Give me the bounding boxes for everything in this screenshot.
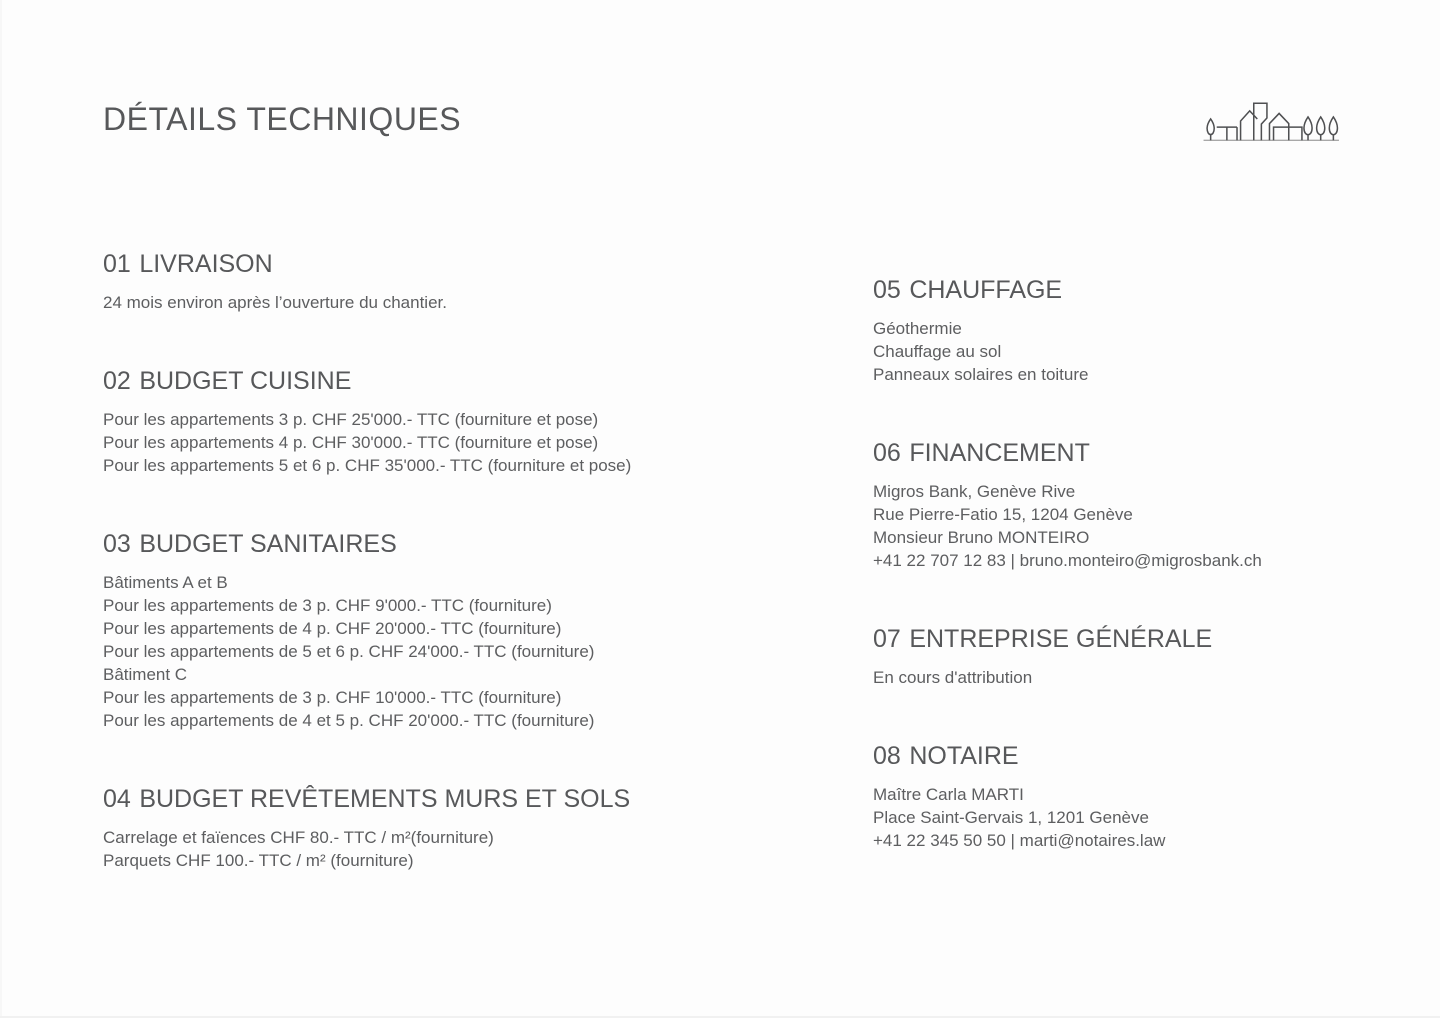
left-column [103, 250, 783, 872]
detail-line: Bâtiment C [103, 665, 188, 684]
section-number: 02 [103, 367, 131, 395]
detail-line: Pour les appartements 3 p. CHF 25'000.- TTC (fourniture et pose) [103, 410, 599, 429]
section-heading [103, 530, 783, 558]
section-number: 07 [873, 625, 901, 653]
section-label: LIVRAISON [139, 250, 273, 278]
section-number: 08 [873, 742, 901, 770]
section-heading [103, 367, 783, 395]
section-number: 01 [103, 250, 131, 278]
detail-line: Panneaux solaires en toiture [873, 365, 1089, 384]
detail-line: Chauffage au sol [873, 342, 1002, 361]
detail-line: +41 22 345 50 50 | marti@notaires.law [873, 831, 1166, 850]
detail-line: Pour les appartements de 4 et 5 p. CHF 20'000.- TTC (fourniture) [103, 711, 595, 730]
section-heading [873, 742, 1373, 770]
detail-line: Pour les appartements 5 et 6 p. CHF 35'000.- TTC (fourniture et pose) [103, 456, 632, 475]
page-title: DÉTAILS TECHNIQUES [103, 101, 462, 137]
detail-line: Géothermie [873, 319, 962, 338]
section-03-budget-sanitaires [103, 530, 783, 732]
section-label: BUDGET SANITAIRES [139, 530, 397, 558]
detail-line: Parquets CHF 100.- TTC / m² (fourniture) [103, 851, 414, 870]
detail-line: Carrelage et faïences CHF 80.- TTC / m²(fourniture) [103, 828, 494, 847]
detail-line: Rue Pierre-Fatio 15, 1204 Genève [873, 505, 1133, 524]
detail-line: Migros Bank, Genève Rive [873, 482, 1076, 501]
detail-line: +41 22 707 12 83 | bruno.monteiro@migrosbank.ch [873, 551, 1262, 570]
section-04-budget-revetements [103, 785, 783, 872]
section-heading [873, 276, 1373, 304]
section-number: 03 [103, 530, 131, 558]
section-08-notaire [873, 742, 1373, 852]
section-label: NOTAIRE [909, 742, 1019, 770]
section-heading [873, 439, 1373, 467]
section-label: BUDGET CUISINE [139, 367, 352, 395]
section-heading [873, 625, 1373, 653]
detail-line: Pour les appartements de 3 p. CHF 9'000.- TTC (fourniture) [103, 596, 552, 615]
detail-line: Pour les appartements 4 p. CHF 30'000.- TTC (fourniture et pose) [103, 433, 599, 452]
detail-line: Pour les appartements de 5 et 6 p. CHF 24'000.- TTC (fourniture) [103, 642, 595, 661]
section-07-entreprise-generale [873, 625, 1373, 689]
detail-line: Maître Carla MARTI [873, 785, 1024, 804]
detail-line: Pour les appartements de 4 p. CHF 20'000.- TTC (fourniture) [103, 619, 562, 638]
section-heading [103, 250, 783, 278]
detail-line: 24 mois environ après l’ouverture du chantier. [103, 293, 447, 312]
section-label: BUDGET REVÊTEMENTS MURS ET SOLS [139, 785, 631, 813]
section-heading [103, 785, 783, 813]
section-label: ENTREPRISE GÉNÉRALE [909, 625, 1213, 653]
detail-line: Place Saint-Gervais 1, 1201 Genève [873, 808, 1149, 827]
detail-line: En cours d'attribution [873, 668, 1033, 687]
section-label: FINANCEMENT [909, 439, 1090, 467]
section-number: 05 [873, 276, 901, 304]
section-01-livraison [103, 250, 783, 314]
section-06-financement [873, 439, 1373, 572]
section-05-chauffage [873, 276, 1373, 386]
section-number: 04 [103, 785, 131, 813]
section-number: 06 [873, 439, 901, 467]
section-label: CHAUFFAGE [909, 276, 1063, 304]
detail-line: Monsieur Bruno MONTEIRO [873, 528, 1090, 547]
detail-line: Bâtiments A et B [103, 573, 228, 592]
buildings-trees-skyline-icon [1200, 93, 1342, 146]
detail-line: Pour les appartements de 3 p. CHF 10'000.- TTC (fourniture) [103, 688, 562, 707]
section-02-budget-cuisine [103, 367, 783, 477]
right-column [873, 276, 1373, 852]
